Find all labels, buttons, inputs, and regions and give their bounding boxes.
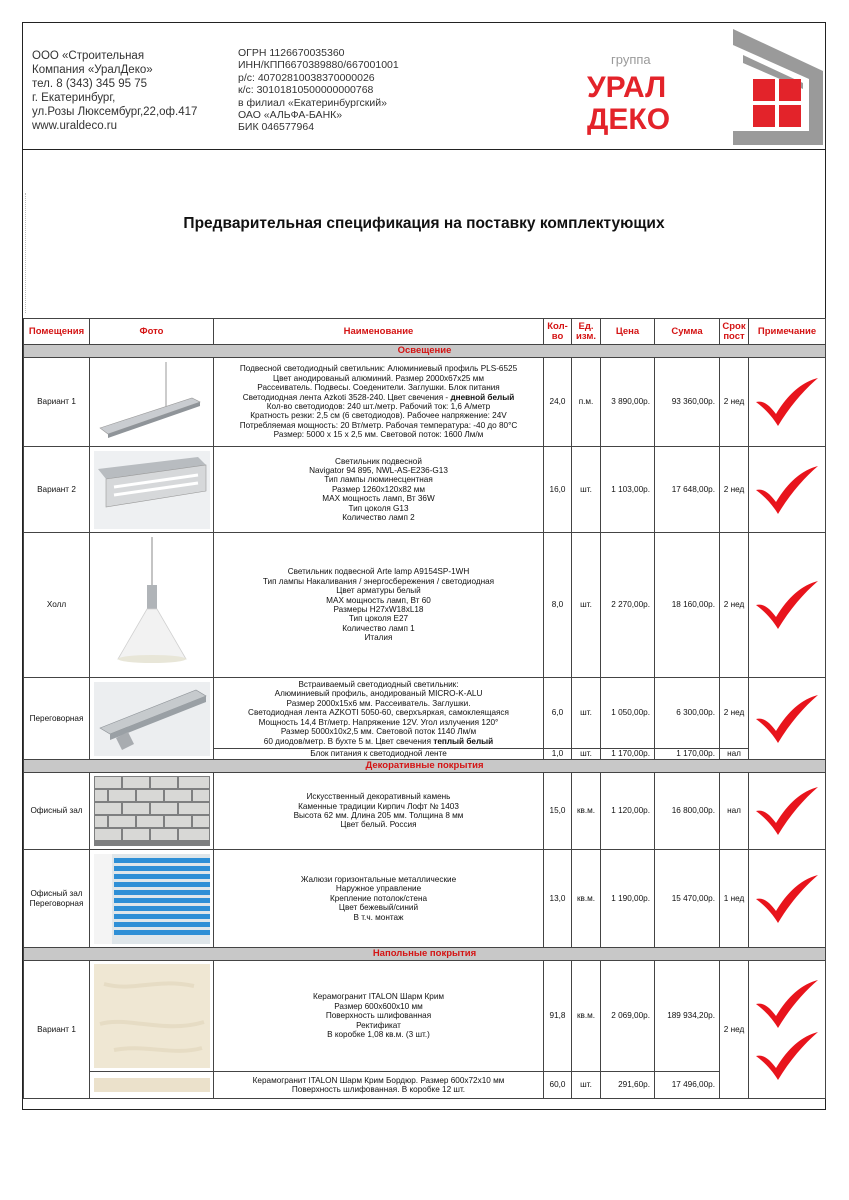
- sum-cell: 17 496,00р.: [655, 1072, 720, 1099]
- photo-cell: [90, 961, 214, 1072]
- note-cell: [749, 447, 826, 533]
- document-frame: [22, 22, 826, 1110]
- name-line: Искусственный декоративный камень: [306, 792, 451, 802]
- item-name: [214, 678, 544, 749]
- bank-line: ОГРН 1126670035360: [238, 47, 345, 59]
- price-cell: 1 050,00р.: [601, 678, 655, 749]
- checkmark-icon: [754, 785, 820, 837]
- col-name: Наименование: [214, 319, 544, 345]
- sum-cell: 6 300,00р.: [655, 678, 720, 749]
- checkmark-icon: [754, 978, 820, 1030]
- table-row: [24, 850, 826, 948]
- company-website: www.uraldeco.ru: [32, 120, 118, 132]
- logo-word1: УРАЛ: [587, 71, 667, 104]
- name-line: Поверхность шлифованная. В коробке 12 шт.: [291, 1085, 466, 1094]
- photo-cell: [90, 1072, 214, 1099]
- qty-cell: 91,8: [544, 961, 572, 1072]
- unit-cell: п.м.: [572, 358, 601, 447]
- name-line: Крепление потолок/стена: [329, 893, 428, 903]
- qty-cell: 8,0: [544, 533, 572, 678]
- bank-line: р/с: 40702810038370000026: [238, 71, 375, 84]
- name-line: Мощность 14,4 Вт/метр. Напряжение 12V. Угол излучения 120°: [258, 717, 499, 727]
- name-line: Цвет белый. Россия: [340, 820, 417, 830]
- photo-cell: [90, 773, 214, 850]
- name-bold: теплый белый: [433, 736, 494, 746]
- name-line: Количество ламп 2: [342, 513, 415, 523]
- term-cell: 2 нед: [720, 678, 749, 749]
- table-row: [24, 773, 826, 850]
- logo-group-text: группа: [611, 52, 651, 67]
- cone-pendant-lamp-image: [94, 537, 210, 673]
- company-line: ООО «Строительная: [32, 50, 145, 62]
- name-text: Светодиодная лента Azkoti 3528-240. Цвет свечения -: [242, 392, 451, 402]
- price-cell: 2 069,00р.: [601, 961, 655, 1072]
- photo-cell: [90, 678, 214, 760]
- name-line: Италия: [364, 633, 393, 643]
- price-cell: 1 120,00р.: [601, 773, 655, 850]
- name-line: Подвесной светодиодный светильник: Алюминиевый профиль PLS-6525: [239, 364, 518, 374]
- term-cell: 2 нед: [720, 961, 749, 1099]
- aluminium-profile-image: [94, 682, 210, 756]
- name-line: Размер 5000х10х2,5 мм. Световой поток 1140 Лм/м: [280, 727, 477, 737]
- name-line: Кратность резки: 2,5 см (6 светодиодов). Рабочее напряжение: 24V: [250, 411, 507, 421]
- photo-cell: [90, 358, 214, 447]
- note-cell: [749, 533, 826, 678]
- unit-cell: кв.м.: [572, 773, 601, 850]
- price-cell: 1 170,00р.: [601, 749, 655, 760]
- name-line: В т.ч. монтаж: [353, 912, 404, 922]
- term-cell: 2 нед: [720, 447, 749, 533]
- unit-cell: кв.м.: [572, 961, 601, 1072]
- linear-pendant-light-image: [94, 362, 210, 442]
- qty-cell: 6,0: [544, 678, 572, 749]
- item-name: [214, 961, 544, 1072]
- price-cell: 2 270,00р.: [601, 533, 655, 678]
- name-line: Алюминиевый профиль, анодированый MICRO-K-ALU: [274, 689, 483, 699]
- room-cell: Офисный зал: [24, 773, 90, 850]
- photo-cell: [90, 533, 214, 678]
- sum-cell: 1 170,00р.: [655, 749, 720, 760]
- checkmark-icon: [754, 579, 820, 631]
- name-line: Тип лампы Накаливания / энергосбережения / светодиодная: [262, 576, 495, 586]
- name-line: Светильник подвесной: [335, 456, 422, 466]
- checkmark-icon: [754, 1030, 820, 1082]
- name-line: Тип цоколя E27: [348, 614, 409, 624]
- bank-line: к/с: 30101810500000000768: [238, 84, 374, 97]
- name-line: Рассеиватель. Подвесы. Соеденители. Заглушки. Блок питания: [257, 383, 500, 393]
- item-name: [214, 358, 544, 447]
- name-line: Наружное управление: [335, 884, 422, 894]
- name-line: Цвет бежевый/синий: [338, 903, 419, 913]
- name-line: Потребляемая мощность: 20 Вт/метр. Рабочая температура: -40 до 80°C: [239, 420, 518, 430]
- item-name: [214, 850, 544, 948]
- price-cell: 291,60р.: [601, 1072, 655, 1099]
- qty-cell: 1,0: [544, 749, 572, 760]
- bank-line: ОАО «АЛЬФА-БАНК»: [238, 109, 343, 122]
- room-cell: [24, 850, 90, 948]
- name-line: Поверхность шлифованная: [325, 1011, 432, 1021]
- sum-cell: 18 160,00р.: [655, 533, 720, 678]
- bank-line: в филиал «Екатеринбургский»: [238, 96, 387, 109]
- col-term: Срок пост: [720, 319, 749, 345]
- name-line: Размер 1260х120х82 мм: [331, 484, 426, 494]
- qty-cell: 13,0: [544, 850, 572, 948]
- item-name: Блок питания к светодиодной ленте: [214, 749, 544, 760]
- item-name: [214, 1072, 544, 1099]
- room-cell: Вариант 1: [24, 358, 90, 447]
- photo-cell: [90, 850, 214, 948]
- table-row: [24, 447, 826, 533]
- name-line: Navigator 94 895, NWL-AS-E236-G13: [309, 465, 448, 475]
- brick-wall-image: [94, 776, 210, 846]
- name-line: Ректификат: [356, 1020, 401, 1030]
- note-cell: [749, 678, 826, 760]
- name-line: Встраиваемый светодиодный светильник:: [298, 680, 459, 690]
- tile-border-image: [94, 1078, 210, 1092]
- name-line: Тип лампы люминесцентная: [324, 475, 433, 485]
- table-row: [24, 961, 826, 1072]
- name-bold: дневной белый: [450, 392, 515, 402]
- qty-cell: 24,0: [544, 358, 572, 447]
- term-cell: 1 нед: [720, 850, 749, 948]
- bank-details: [238, 47, 399, 134]
- name-line: Цвет арматуры белый: [336, 586, 421, 596]
- section-lighting: Освещение: [24, 345, 826, 358]
- name-line: Высота 62 мм. Длина 205 мм. Толщина 8 мм: [293, 811, 464, 820]
- unit-cell: шт.: [572, 1072, 601, 1099]
- note-cell: [749, 961, 826, 1099]
- room-cell: Холл: [24, 533, 90, 678]
- spec-table: [23, 318, 826, 1099]
- name-line: Светодиодная лента AZKOTI 5050-60, сверхъяркая, самоклеящаяся: [248, 708, 509, 718]
- unit-cell: шт.: [572, 447, 601, 533]
- table-row: [24, 678, 826, 749]
- sum-cell: 93 360,00р.: [655, 358, 720, 447]
- name-line: Керамогранит ITALON Шарм Крим: [312, 992, 445, 1002]
- letterhead: [23, 23, 825, 150]
- name-line: Жалюзи горизонтальные металлические: [300, 874, 457, 884]
- term-cell: нал: [720, 749, 749, 760]
- room-cell: Вариант 2: [24, 447, 90, 533]
- item-name: [214, 447, 544, 533]
- sum-cell: 17 648,00р.: [655, 447, 720, 533]
- unit-cell: шт.: [572, 678, 601, 749]
- table-row: [24, 533, 826, 678]
- name-line: MAX мощность ламп, Вт 36W: [322, 494, 435, 504]
- name-line: Размер 600х600х10 мм: [334, 1001, 423, 1011]
- room-line: Офисный зал: [30, 889, 83, 899]
- name-line: Цвет анодированый алюминий. Размер 2000х67х25 мм: [273, 373, 484, 383]
- price-cell: 1 190,00р.: [601, 850, 655, 948]
- name-text: 60 диодов/метр. В бухте 5 м. Цвет свечения: [263, 736, 434, 746]
- col-room: Помещения: [24, 319, 90, 345]
- col-price: Цена: [601, 319, 655, 345]
- name-line: Размеры H27xW18xL18: [333, 605, 424, 614]
- company-line: Компания «УралДеко»: [32, 64, 153, 76]
- sum-cell: 15 470,00р.: [655, 850, 720, 948]
- company-phone: тел. 8 (343) 345 95 75: [32, 78, 148, 90]
- term-cell: нал: [720, 773, 749, 850]
- logo-word2: ДЕКО: [587, 103, 671, 136]
- note-cell: [749, 773, 826, 850]
- room-cell: Вариант 1: [24, 961, 90, 1099]
- section-row: [24, 948, 826, 961]
- name-line: [216, 737, 541, 746]
- section-decor: Декоративные покрытия: [24, 760, 826, 773]
- qty-cell: 60,0: [544, 1072, 572, 1099]
- term-cell: 2 нед: [720, 533, 749, 678]
- name-line: [216, 393, 541, 402]
- checkmark-icon: [754, 464, 820, 516]
- company-info: [32, 49, 197, 133]
- sum-cell: 189 934,20р.: [655, 961, 720, 1072]
- checkmark-icon: [754, 693, 820, 745]
- name-line: Количество ламп 1: [342, 623, 415, 633]
- bank-line: БИК 046577964: [238, 121, 315, 134]
- uraldeko-logo: [583, 29, 823, 145]
- checkmark-icon: [754, 376, 820, 428]
- note-cell: [749, 358, 826, 447]
- name-line: Светильник подвесной Arte lamp A9154SP-1WH: [287, 567, 470, 577]
- note-cell: [749, 850, 826, 948]
- name-line: В коробке 1,08 кв.м. (3 шт.): [327, 1030, 430, 1040]
- room-line: Переговорная: [29, 898, 84, 908]
- table-header: [24, 319, 826, 345]
- name-line: Кол-во светодиодов: 240 шт./метр. Рабочий ток: 1,6 А/метр: [266, 402, 491, 411]
- qty-cell: 15,0: [544, 773, 572, 850]
- sum-cell: 16 800,00р.: [655, 773, 720, 850]
- document-title: Предварительная спецификация на поставку комплектующих: [183, 215, 665, 232]
- bank-line: ИНН/КПП6670389880/667001001: [238, 59, 399, 72]
- item-name: [214, 773, 544, 850]
- item-name: [214, 533, 544, 678]
- name-line: Размер 2000х15х6 мм. Рассеиватель. Заглушки.: [286, 698, 471, 708]
- name-line: Тип цоколя G13: [348, 503, 409, 513]
- fluorescent-fixture-image: [94, 451, 210, 529]
- company-line: г. Екатеринбург,: [32, 92, 116, 104]
- col-sum: Сумма: [655, 319, 720, 345]
- section-floor: Напольные покрытия: [24, 948, 826, 961]
- unit-cell: кв.м.: [572, 850, 601, 948]
- checkmark-icon: [754, 873, 820, 925]
- name-line: MAX мощность ламп, Вт 60: [326, 595, 431, 605]
- ceramic-tile-image: [94, 964, 210, 1068]
- blue-blinds-image: [94, 854, 210, 944]
- room-cell: Переговорная: [24, 678, 90, 760]
- col-photo: Фото: [90, 319, 214, 345]
- unit-cell: шт.: [572, 533, 601, 678]
- col-note: Примечание: [749, 319, 826, 345]
- name-line: Керамогранит ITALON Шарм Крим Бордюр. Размер 600х72х10 мм: [252, 1075, 505, 1085]
- name-line: Размер: 5000 х 15 х 2,5 мм. Световой поток: 1600 Лм/м: [273, 430, 484, 440]
- photo-cell: [90, 447, 214, 533]
- col-unit: Ед. изм.: [572, 319, 601, 345]
- unit-cell: шт.: [572, 749, 601, 760]
- company-address: ул.Розы Люксембург,22,оф.417: [32, 106, 198, 118]
- price-cell: 1 103,00р.: [601, 447, 655, 533]
- price-cell: 3 890,00р.: [601, 358, 655, 447]
- margin-dots: [25, 193, 29, 313]
- section-row: [24, 760, 826, 773]
- section-row: [24, 345, 826, 358]
- table-row: [24, 358, 826, 447]
- name-line: Каменные традиции Кирпич Лофт № 1403: [298, 801, 459, 811]
- col-qty: Кол-во: [544, 319, 572, 345]
- table-row: [24, 1072, 826, 1099]
- term-cell: 2 нед: [720, 358, 749, 447]
- qty-cell: 16,0: [544, 447, 572, 533]
